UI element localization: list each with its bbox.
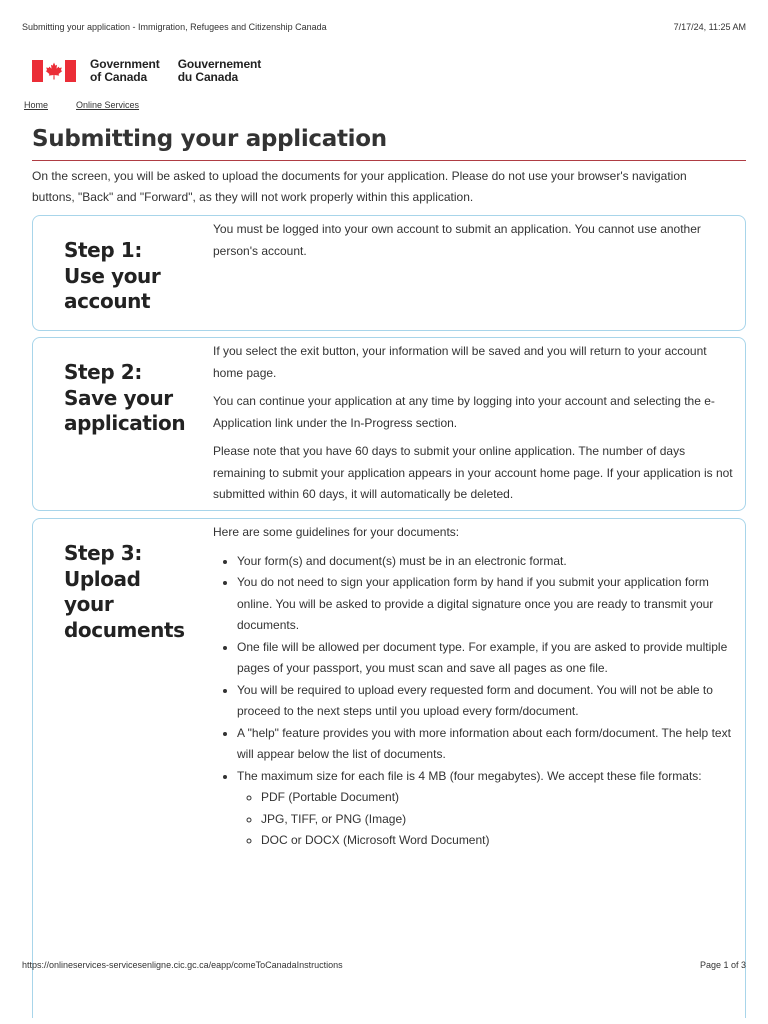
step-2-paragraph: You can continue your application at any time by logging into your account and selecting the e-Application link under the In-Progress section.: [213, 394, 715, 430]
file-formats-list: [237, 787, 733, 852]
file-format-item: ◦ DOC or DOCX (Microsoft Word Document): [261, 830, 733, 852]
step-1-panel: [32, 215, 746, 331]
step-2-title-line2: Save your: [64, 385, 173, 410]
gov-french-line1: Gouvernement: [177, 57, 262, 71]
step-1-title-line2: Use your: [64, 263, 161, 288]
file-format-item: ◦ PDF (Portable Document): [261, 787, 733, 809]
guideline-item: • A "help" feature provides you with more information about each form/document. The help text will appear below the list of documents.: [237, 723, 733, 766]
file-format-item: ◦ JPG, TIFF, or PNG (Image): [261, 809, 733, 831]
step-1-body: [213, 219, 733, 269]
page-title: Submitting your application: [32, 126, 387, 152]
guideline-item: • You will be required to upload every requested form and document. You will not be able to proceed to the next steps until you upload every form/document.: [237, 680, 733, 723]
print-header: [22, 22, 746, 32]
canada-flag-icon[interactable]: [32, 60, 76, 82]
step-3-intro: Here are some guidelines for your documents:: [213, 525, 460, 539]
step-1-title-line1: Step 1:: [64, 238, 142, 262]
intro-paragraph: On the screen, you will be asked to upload the documents for your application. Please do not use your browser's navigation buttons, "Back" and "Forward", as they will not work properly within this application.: [32, 169, 687, 204]
step-3-panel: [32, 518, 746, 1018]
gov-french-line2: du Canada: [177, 70, 239, 84]
document-guidelines-list: [213, 551, 733, 852]
step-2-panel: [32, 337, 746, 511]
step-2-title-line1: Step 2:: [64, 360, 142, 384]
step-1-paragraph: You must be logged into your own account to submit an application. You cannot use another person's account.: [213, 222, 701, 258]
step-2-paragraph: Please note that you have 60 days to submit your online application. The number of days remaining to submit your application appears in your account home page. If your application is not submitted within 60 days, it will automatically be deleted.: [213, 444, 733, 501]
step-3-title-line2: Upload: [64, 566, 141, 591]
breadcrumb-home-link[interactable]: Home: [24, 100, 49, 110]
breadcrumb: [24, 100, 139, 110]
guideline-item-file-size: [237, 766, 733, 852]
print-page-number: Page 1 of 3: [699, 960, 746, 970]
guideline-item: • One file will be allowed per document type. For example, if you are asked to provide multiple pages of your passport, you must scan and save all pages as one file.: [237, 637, 733, 680]
government-of-canada-text: [90, 58, 160, 84]
step-2-title-line3: application: [64, 411, 186, 435]
print-footer: [22, 960, 746, 970]
gouvernement-du-canada-text: [178, 58, 262, 84]
step-2-paragraph: If you select the exit button, your information will be saved and you will return to your account home page.: [213, 344, 707, 380]
step-3-title: [64, 541, 204, 643]
title-divider: [32, 160, 746, 161]
step-1-title: [64, 238, 204, 315]
gov-english-line1: Government: [90, 57, 160, 71]
step-3-title-line3: your: [64, 592, 114, 616]
print-datetime: 7/17/24, 11:25 AM: [673, 22, 746, 32]
step-1-title-line3: account: [64, 289, 151, 313]
print-page-title: Submitting your application - Immigration, Refugees and Citizenship Canada: [22, 22, 327, 32]
guideline-item: • You do not need to sign your application form by hand if you submit your application form online. You will be asked to provide a digital signature once you are ready to transmit your documents.: [237, 572, 733, 637]
government-header: [32, 58, 279, 84]
step-3-title-line1: Step 3:: [64, 541, 142, 565]
breadcrumb-online-services-link[interactable]: Online Services: [76, 100, 140, 110]
print-url: https://onlineservices-servicesenligne.cic.gc.ca/eapp/comeToCanadaInstructions: [22, 960, 343, 970]
gov-english-line2: of Canada: [90, 70, 148, 84]
step-2-title: [64, 360, 204, 437]
step-3-title-line4: documents: [64, 617, 185, 642]
file-size-text: The maximum size for each file is 4 MB (four megabytes). We accept these file formats:: [237, 768, 702, 783]
step-2-body: [213, 341, 733, 513]
guideline-item: • Your form(s) and document(s) must be in an electronic format.: [237, 551, 733, 573]
step-3-body: [213, 522, 733, 852]
